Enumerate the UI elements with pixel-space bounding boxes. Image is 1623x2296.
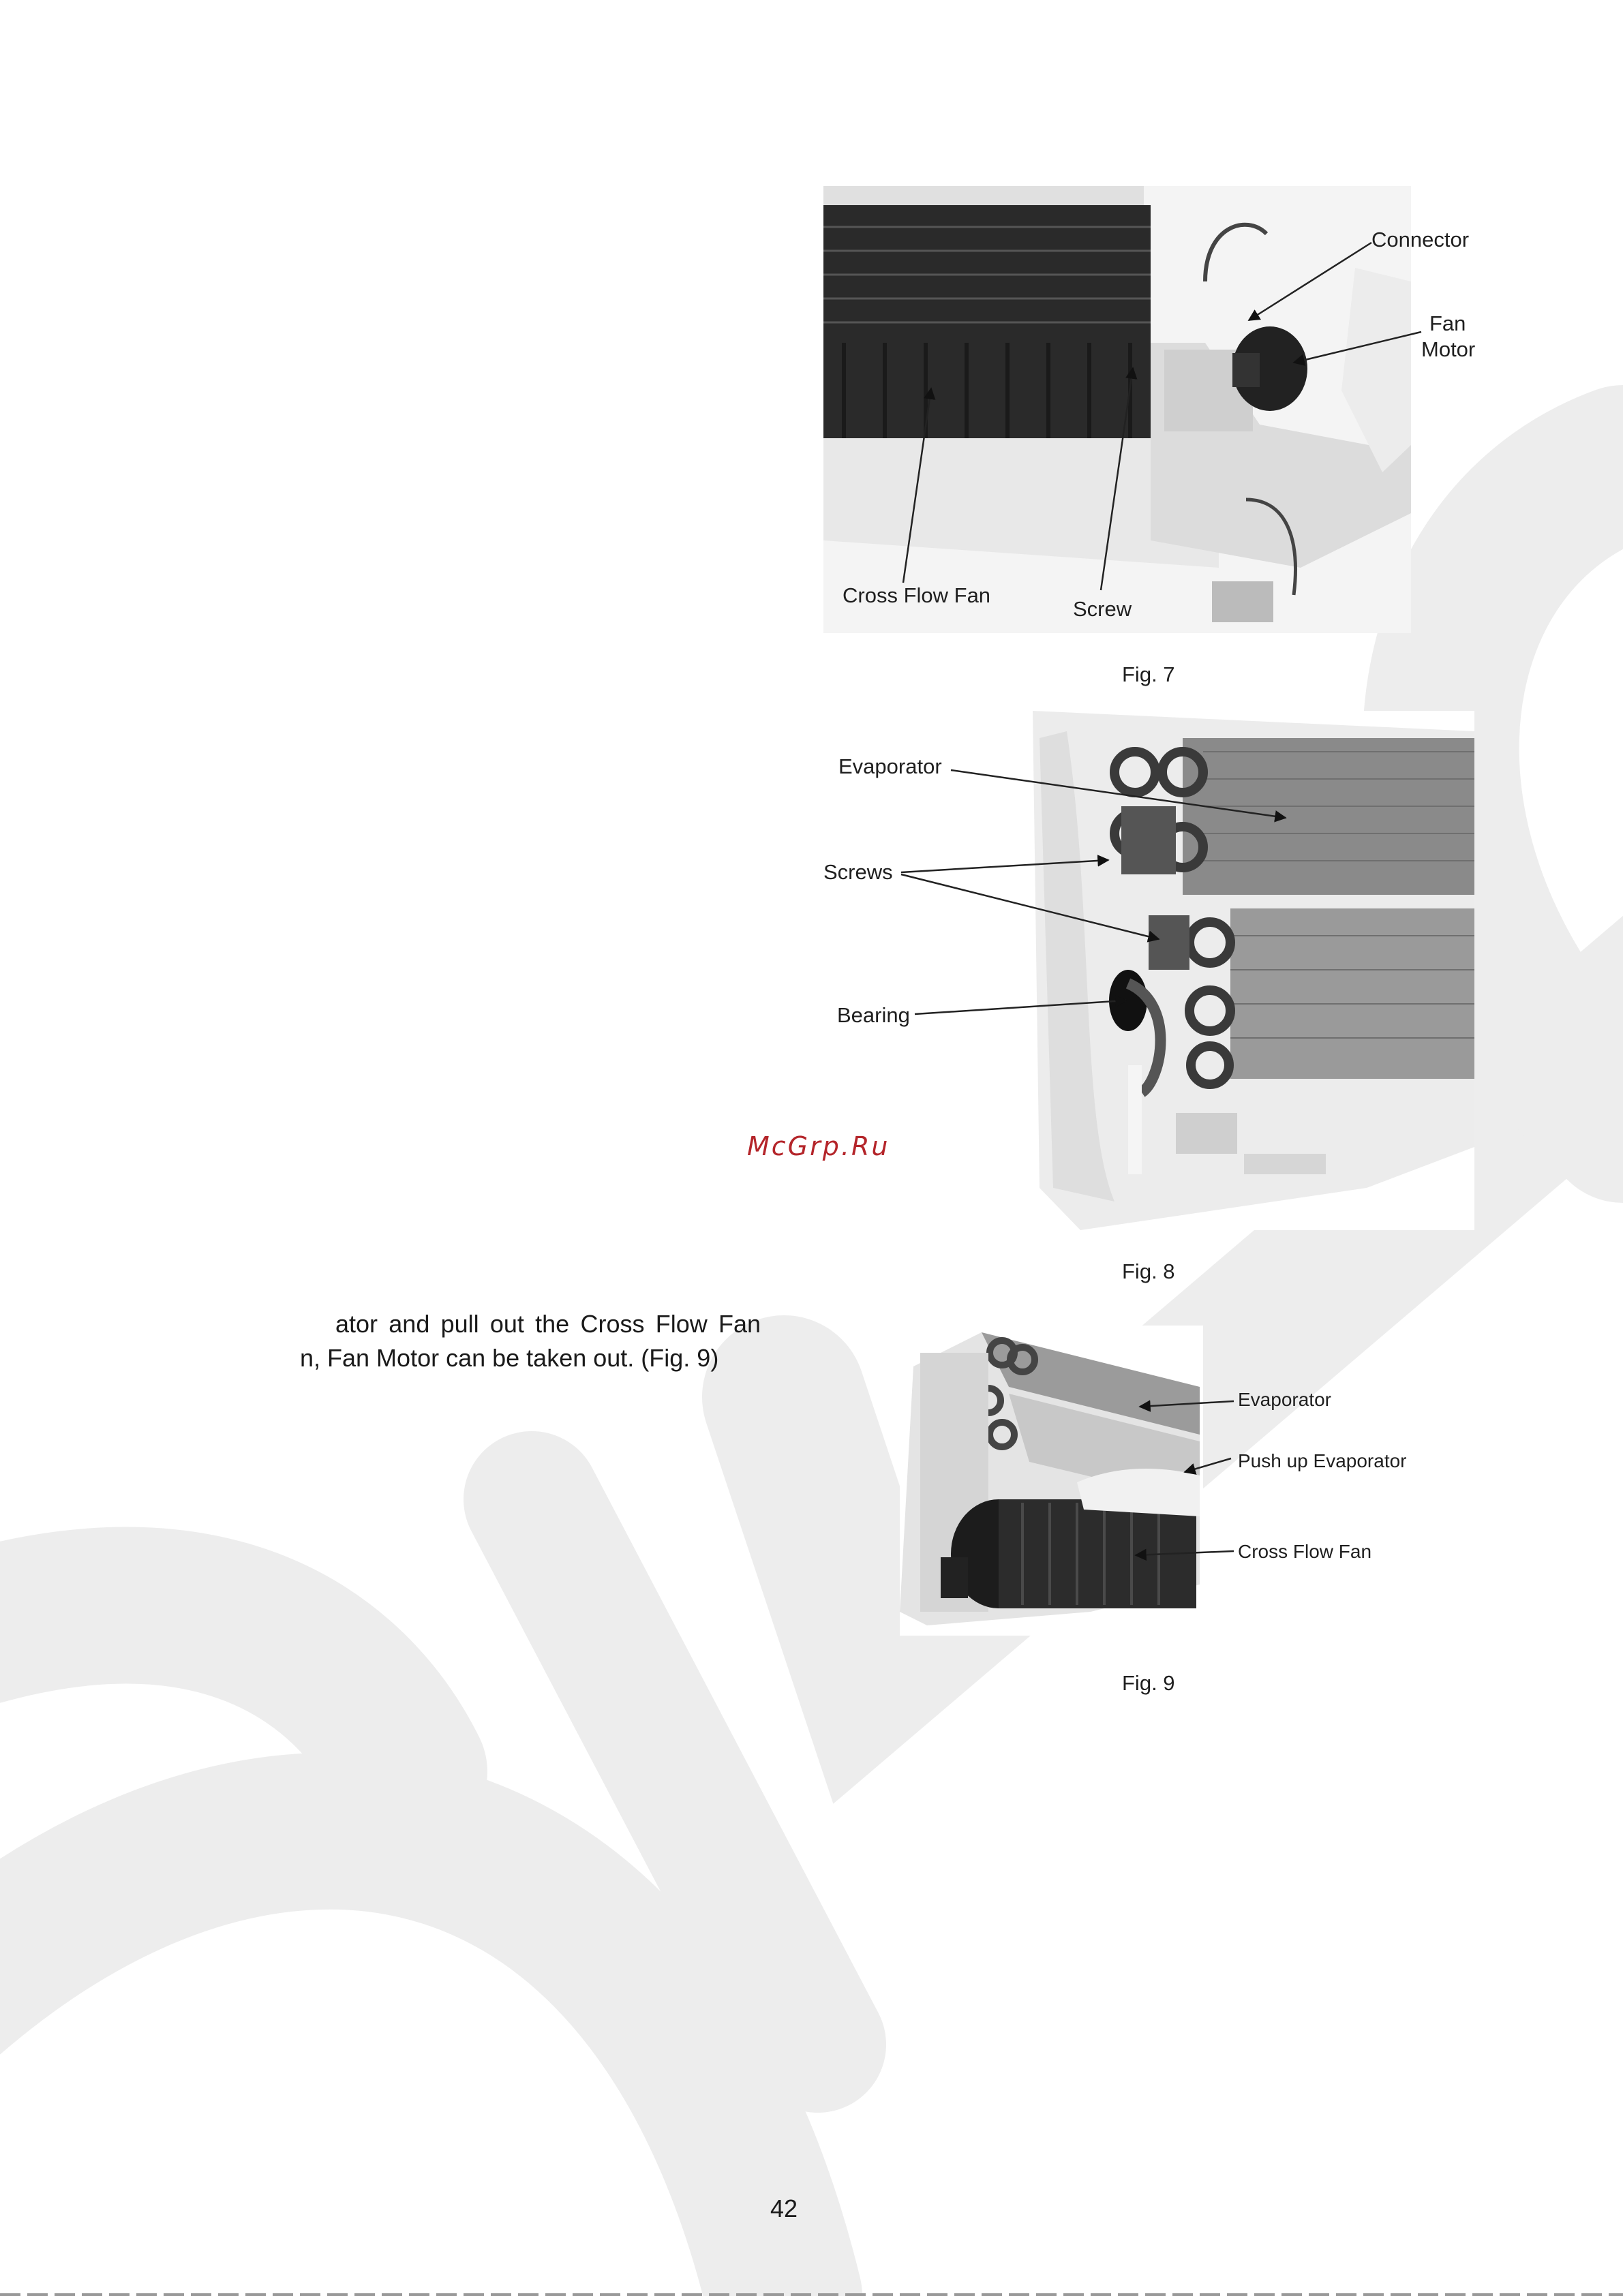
body-text-line-1: ator and pull out the Cross Flow Fan [335, 1310, 761, 1338]
watermark-text: McGrp.Ru [747, 1131, 890, 1161]
fig7-label-cross-flow-fan: Cross Flow Fan [843, 583, 991, 607]
fig7-label-screw: Screw [1073, 597, 1132, 621]
fig7-photo [823, 186, 1411, 633]
fig9-photo [900, 1326, 1203, 1636]
fig9-label-push-up-evaporator: Push up Evaporator [1238, 1450, 1407, 1471]
fig7-label-connector: Connector [1371, 228, 1470, 251]
bottom-scan-edge [0, 2293, 1623, 2296]
fig8-label-screws: Screws [823, 860, 893, 884]
fig7-label-fan: Fan [1429, 311, 1466, 335]
body-text-line-2: n, Fan Motor can be taken out. (Fig. 9) [300, 1344, 719, 1372]
fig9-label-evaporator: Evaporator [1238, 1389, 1331, 1410]
page-number: 42 [770, 2194, 798, 2222]
fig7-caption: Fig. 7 [1122, 662, 1175, 686]
fig8-label-bearing: Bearing [837, 1003, 910, 1027]
fig9-label-cross-flow-fan: Cross Flow Fan [1238, 1541, 1372, 1562]
fig8-photo [1026, 711, 1474, 1230]
fig8-label-evaporator: Evaporator [838, 754, 942, 778]
fig7-label-motor: Motor [1421, 337, 1476, 361]
fig9-caption: Fig. 9 [1122, 1671, 1175, 1695]
fig8-caption: Fig. 8 [1122, 1259, 1175, 1283]
